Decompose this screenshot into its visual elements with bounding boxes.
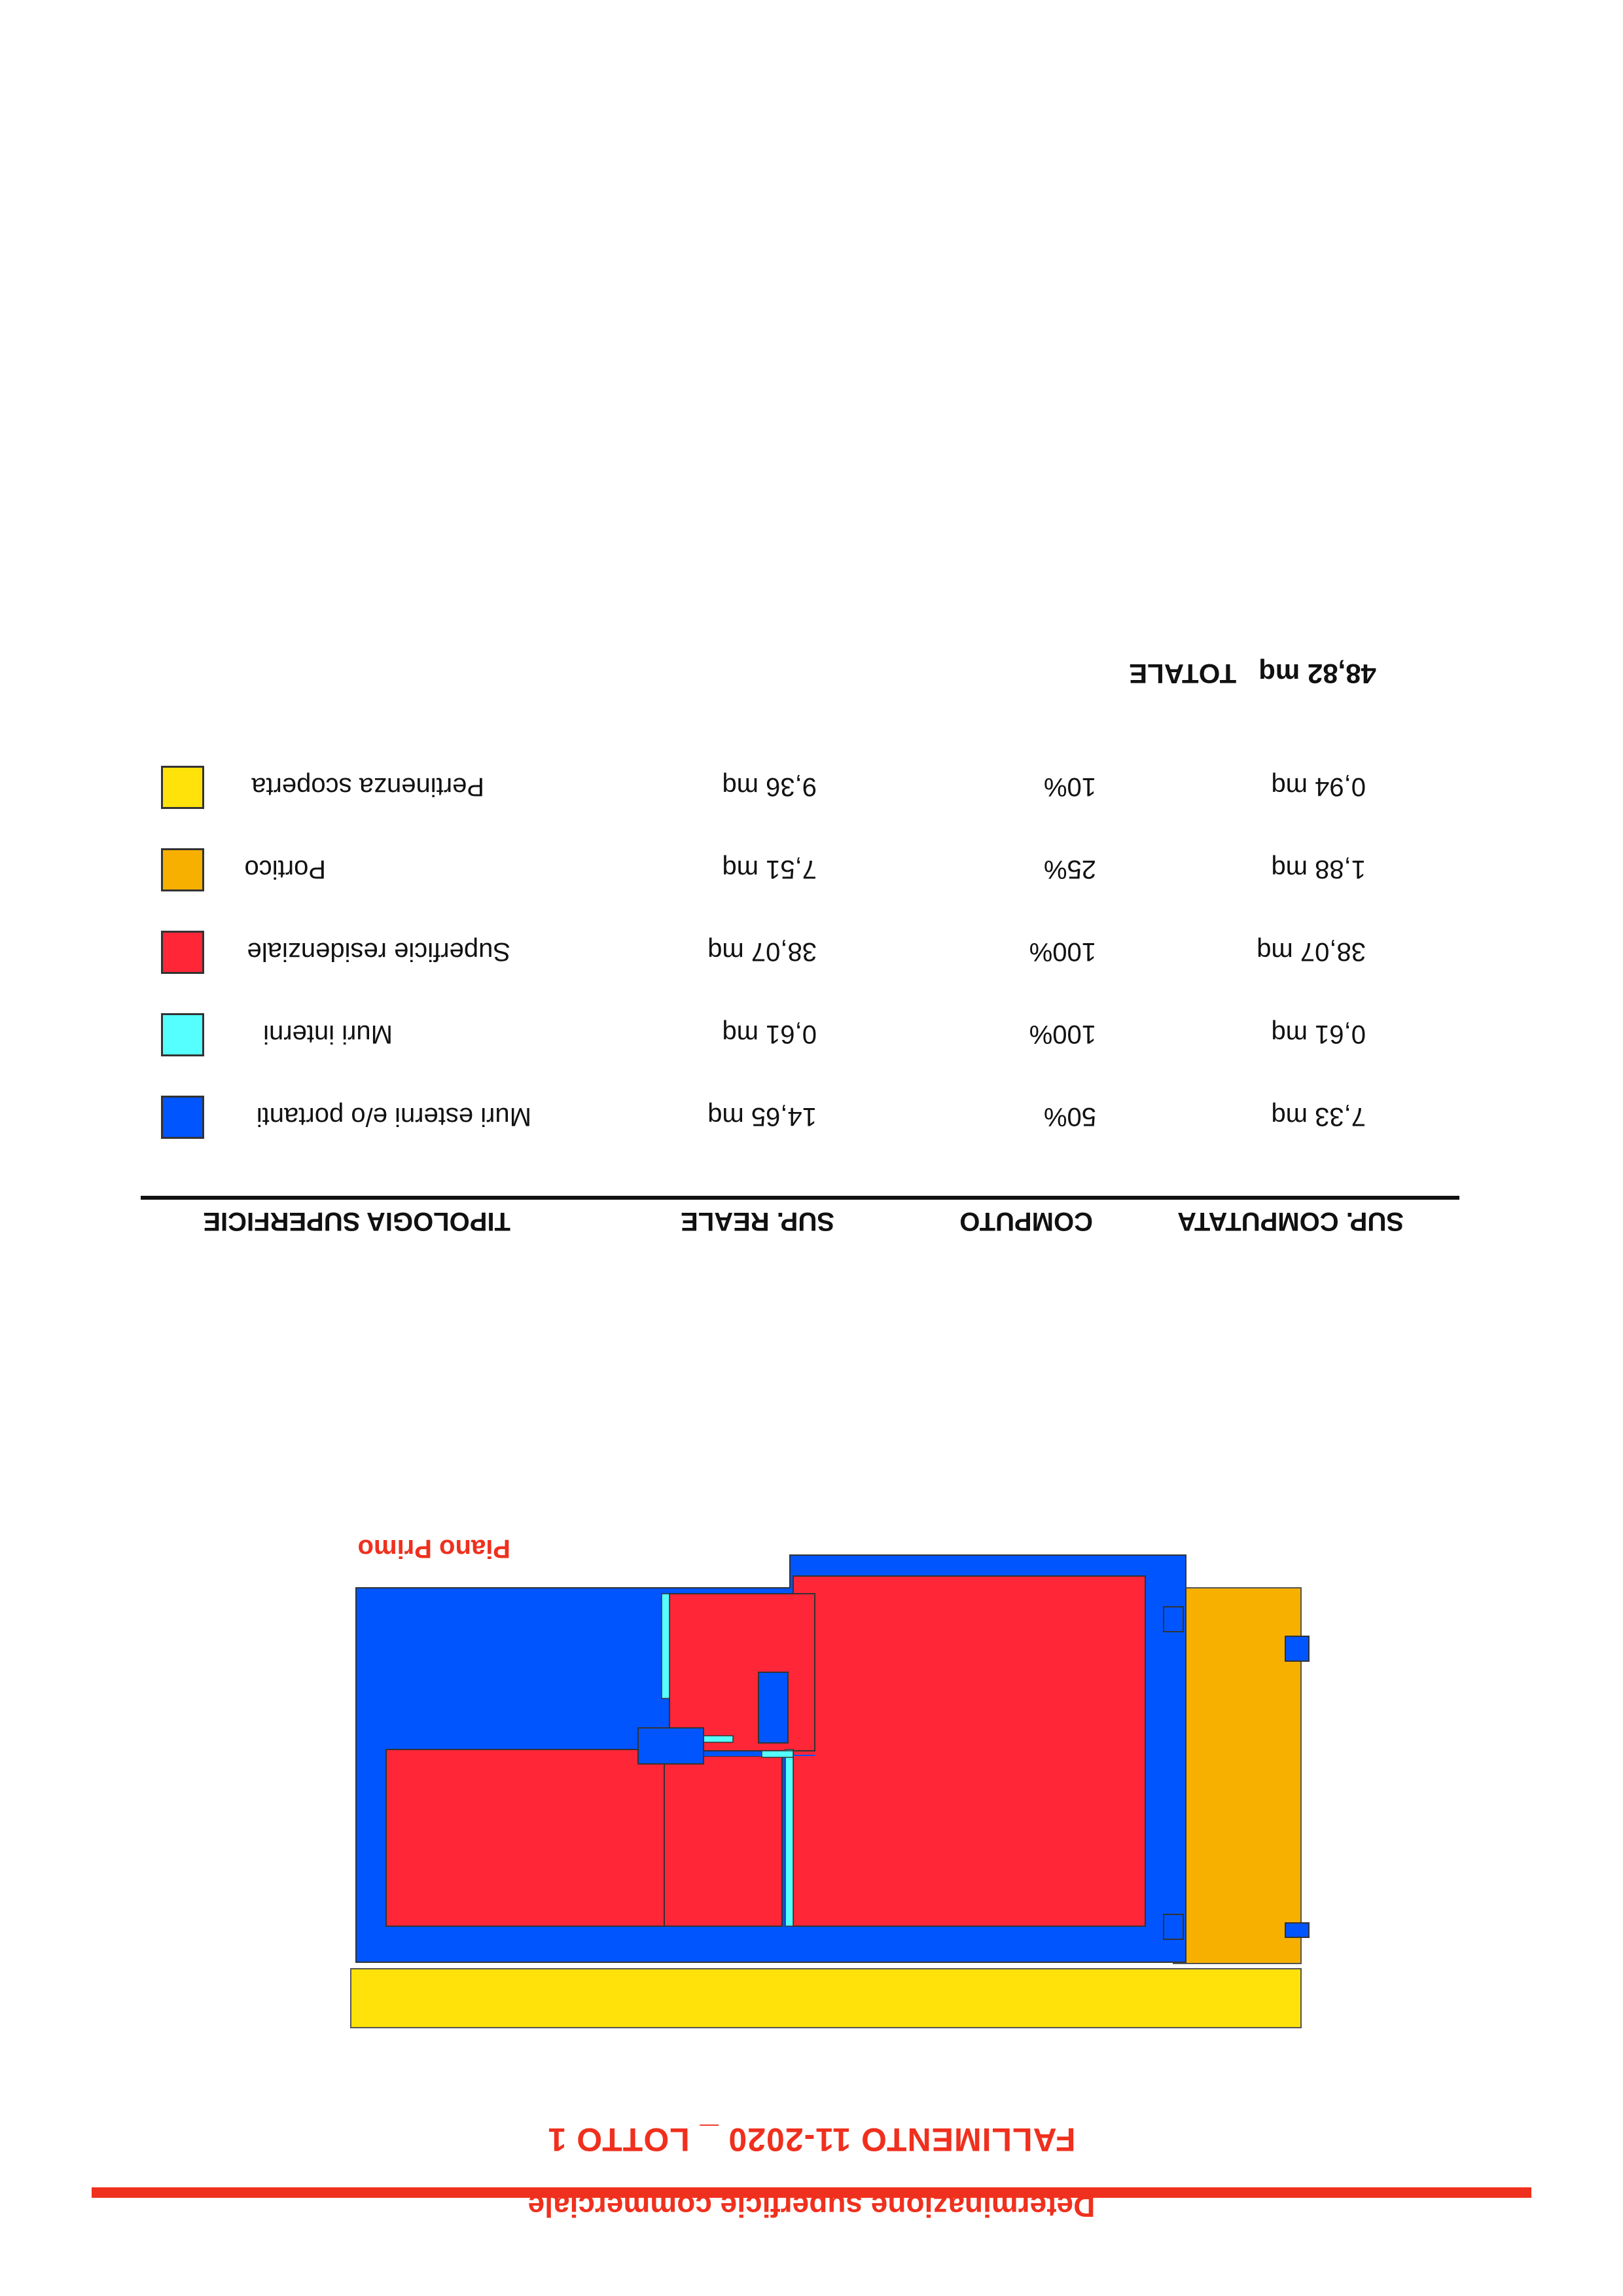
row-label: Pertinenza scoperta bbox=[251, 772, 484, 801]
row-computata: 38,07 mq bbox=[1257, 937, 1366, 966]
row-computo: 100% bbox=[1029, 937, 1096, 966]
row-computo: 50% bbox=[1043, 1102, 1096, 1131]
internal-wall bbox=[762, 1751, 793, 1757]
table-rule bbox=[141, 1196, 1459, 1200]
row-label: Portico bbox=[244, 855, 326, 884]
room bbox=[373, 1735, 671, 1736]
room bbox=[793, 1576, 1145, 1926]
swatch-residenziale bbox=[161, 931, 204, 974]
room bbox=[386, 1749, 664, 1926]
row-computata: 0,61 mq bbox=[1271, 1020, 1366, 1049]
row-reale: 38,07 mq bbox=[707, 937, 817, 966]
document-title: FALLIMENTO 11-2020 _ LOTTO 1 bbox=[547, 2121, 1076, 2158]
row-computata: 7,33 mq bbox=[1271, 1102, 1366, 1131]
floor-label: Piano Primo bbox=[357, 1534, 510, 1563]
pillar bbox=[1285, 1636, 1309, 1661]
swatch-portico bbox=[161, 848, 204, 891]
row-computata: 1,88 mq bbox=[1271, 855, 1366, 884]
internal-wall bbox=[785, 1749, 793, 1926]
row-label: Superficie residenziale bbox=[247, 937, 510, 966]
swatch-muri-interni bbox=[161, 1013, 204, 1056]
internal-wall bbox=[662, 1594, 669, 1698]
pillar bbox=[1285, 1923, 1309, 1937]
row-computata: 0,94 mq bbox=[1271, 772, 1366, 801]
row-label: Muri esterni e/o portanti bbox=[256, 1102, 531, 1131]
header-reale: SUP. REALE bbox=[681, 1207, 834, 1236]
swatch-pertinenza bbox=[161, 766, 204, 809]
swatch-muri-esterni bbox=[161, 1096, 204, 1139]
header-computo: COMPUTO bbox=[959, 1207, 1093, 1236]
pillar bbox=[1164, 1914, 1183, 1939]
pillar bbox=[1164, 1607, 1183, 1632]
wall-stub bbox=[638, 1728, 704, 1764]
row-reale: 0,61 mq bbox=[722, 1020, 817, 1049]
row-reale: 14,65 mq bbox=[707, 1102, 817, 1131]
row-computo: 25% bbox=[1043, 855, 1096, 884]
row-label: Muri interni bbox=[263, 1020, 393, 1049]
document-subtitle: Determinazione superficie commerciale bbox=[527, 2189, 1096, 2223]
total-label: TOTALE bbox=[1129, 658, 1237, 689]
wall-stub bbox=[758, 1672, 788, 1743]
pertinenza-area bbox=[351, 1969, 1301, 2028]
total-value: 48,82 mq bbox=[1258, 658, 1376, 689]
row-computo: 100% bbox=[1029, 1020, 1096, 1049]
header-tipologia: TIPOLOGIA SUPERFICIE bbox=[203, 1207, 510, 1236]
total bbox=[1129, 658, 1376, 689]
row-reale: 7,51 mq bbox=[722, 855, 817, 884]
portico-area bbox=[1173, 1588, 1301, 1964]
row-reale: 9,36 mq bbox=[722, 772, 817, 801]
header-computata: SUP. COMPUTATA bbox=[1177, 1207, 1404, 1236]
row-computo: 10% bbox=[1043, 772, 1096, 801]
